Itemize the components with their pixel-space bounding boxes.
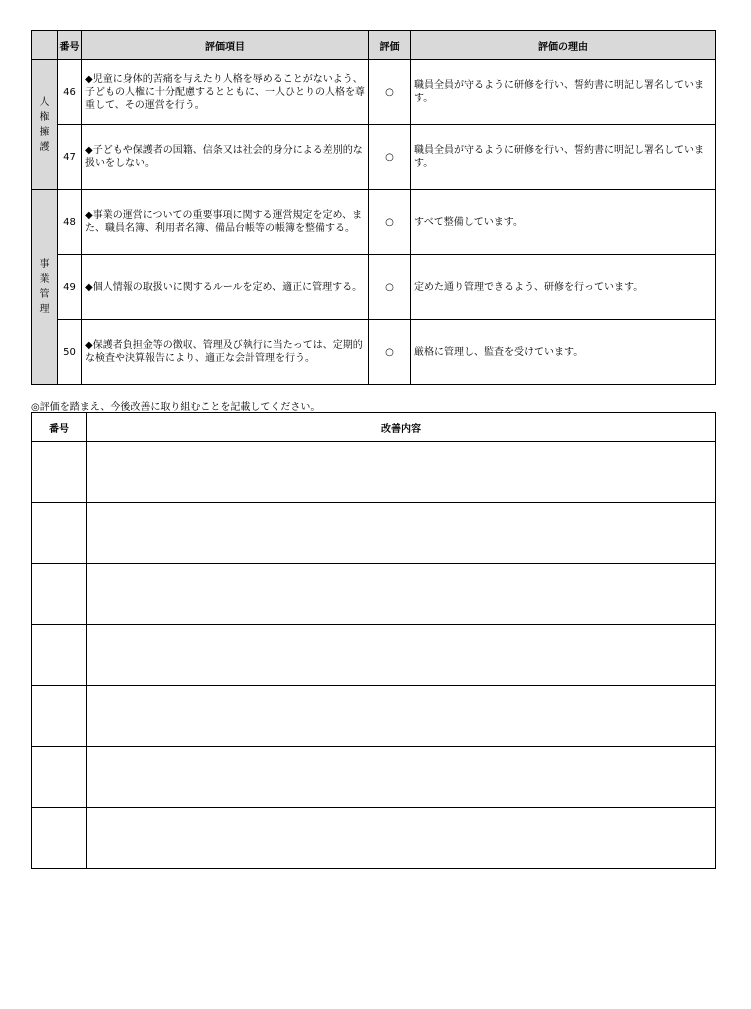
row-item: ◆子どもや保護者の国籍、信条又は社会的身分による差別的な扱いをしない。 — [82, 125, 369, 190]
row-rating: ○ — [369, 320, 411, 385]
row-item: ◆保護者負担金等の徴収、管理及び執行に当たっては、定期的な検査や決算報告により、適正な会計管理を行う。 — [82, 320, 369, 385]
improvement-row — [32, 686, 716, 747]
improvement-row — [32, 808, 716, 869]
improve-content-cell[interactable] — [87, 808, 716, 869]
header-corner — [32, 31, 58, 60]
improvement-row — [32, 442, 716, 503]
improvement-row — [32, 625, 716, 686]
row-item: ◆事業の運営についての重要事項に関する運営規定を定め、また、職員名簿、利用者名簿、備品台帳等の帳簿を整備する。 — [82, 190, 369, 255]
row-reason: 職員全員が守るように研修を行い、誓約書に明記し署名しています。 — [411, 125, 716, 190]
evaluation-table — [31, 30, 716, 385]
improvement-row — [32, 503, 716, 564]
table-row — [32, 125, 716, 190]
improve-num-cell[interactable] — [32, 625, 87, 686]
row-reason: 定めた通り管理できるよう、研修を行っています。 — [411, 255, 716, 320]
row-reason: すべて整備しています。 — [411, 190, 716, 255]
row-rating: ○ — [369, 255, 411, 320]
improvement-table — [31, 412, 716, 869]
row-num: 50 — [58, 320, 82, 385]
improve-content-cell[interactable] — [87, 503, 716, 564]
improve-content-cell[interactable] — [87, 747, 716, 808]
table-row — [32, 255, 716, 320]
row-num: 48 — [58, 190, 82, 255]
header-reason: 評価の理由 — [411, 31, 716, 60]
category-business-management: 事 業 管 理 — [32, 190, 58, 385]
table-row — [32, 190, 716, 255]
table-row — [32, 60, 716, 125]
instruction-text: ◎評価を踏まえ、今後改善に取り組むことを記載してください。 — [31, 402, 321, 413]
table-row — [32, 320, 716, 385]
evaluation-header-row — [32, 31, 716, 60]
improve-num-cell[interactable] — [32, 686, 87, 747]
improve-num-cell[interactable] — [32, 503, 87, 564]
row-num: 47 — [58, 125, 82, 190]
improve-num-cell[interactable] — [32, 747, 87, 808]
row-rating: ○ — [369, 125, 411, 190]
row-num: 46 — [58, 60, 82, 125]
improve-content-cell[interactable] — [87, 442, 716, 503]
improvement-row — [32, 747, 716, 808]
improve-num-cell[interactable] — [32, 808, 87, 869]
row-rating: ○ — [369, 60, 411, 125]
improve-header-content: 改善内容 — [87, 413, 716, 442]
header-item: 評価項目 — [82, 31, 369, 60]
row-reason: 職員全員が守るように研修を行い、誓約書に明記し署名しています。 — [411, 60, 716, 125]
improve-header-num: 番号 — [32, 413, 87, 442]
row-item: ◆児童に身体的苦痛を与えたり人格を辱めることがないよう、子どもの人権に十分配慮するとともに、一人ひとりの人格を尊重して、その運営を行う。 — [82, 60, 369, 125]
improve-content-cell[interactable] — [87, 625, 716, 686]
row-reason: 厳格に管理し、監査を受けています。 — [411, 320, 716, 385]
header-num: 番号 — [58, 31, 82, 60]
row-rating: ○ — [369, 190, 411, 255]
improve-content-cell[interactable] — [87, 686, 716, 747]
category-human-rights: 人 権 擁 護 — [32, 60, 58, 190]
improve-num-cell[interactable] — [32, 564, 87, 625]
improve-num-cell[interactable] — [32, 442, 87, 503]
improve-content-cell[interactable] — [87, 564, 716, 625]
improvement-row — [32, 564, 716, 625]
header-rating: 評価 — [369, 31, 411, 60]
row-item: ◆個人情報の取扱いに関するルールを定め、適正に管理する。 — [82, 255, 369, 320]
row-num: 49 — [58, 255, 82, 320]
improvement-header-row — [32, 413, 716, 442]
